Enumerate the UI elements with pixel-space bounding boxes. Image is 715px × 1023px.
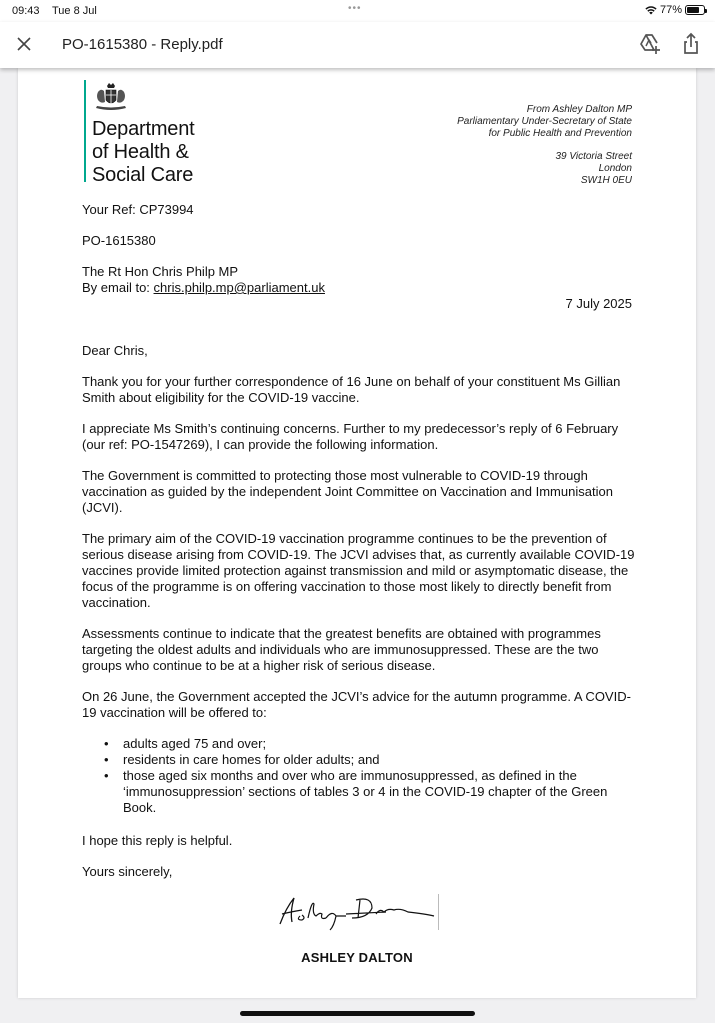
eligibility-list: [82, 736, 638, 816]
address-city: London: [598, 163, 632, 174]
address-postcode: SW1H 0EU: [580, 175, 632, 186]
recipient-email-line: [82, 280, 325, 296]
sign-off: Yours sincerely,: [82, 864, 173, 879]
sender-block: [457, 104, 632, 140]
paragraph: Thank you for your further correspondence of 16 June on behalf of your constituent Ms Gillian Smith about eligibility for the COVID-19 vaccine.: [82, 374, 621, 405]
sender-portfolio: for Public Health and Prevention: [488, 128, 632, 139]
battery-percentage: 77%: [659, 4, 682, 16]
logo-text: [92, 118, 195, 187]
battery-icon: [685, 5, 705, 15]
recipient-email-link[interactable]: chris.philp.mp@parliament.uk: [153, 280, 325, 295]
signatory-name: ASHLEY DALTON: [301, 950, 413, 965]
our-reference: PO-1615380: [82, 233, 156, 248]
logo-line-2: of Health &: [92, 141, 189, 163]
signature-divider: [438, 894, 439, 930]
recipient-block: [82, 264, 325, 296]
list-item: • residents in care homes for older adults; and: [104, 752, 380, 767]
status-indicators: [645, 4, 705, 16]
pdf-viewer-toolbar: [0, 22, 715, 68]
paragraph: The Government is committed to protecting those most vulnerable to COVID-19 through vaccination as guided by the independent Joint Committee on Vaccination and Immunisation (JCVI).: [82, 468, 613, 515]
logo-accent-bar: [84, 80, 86, 182]
closing-line: I hope this reply is helpful.: [82, 833, 233, 848]
document-title: PO-1615380 - Reply.pdf: [62, 36, 223, 53]
recipient-name: The Rt Hon Chris Philp MP: [82, 264, 239, 279]
logo-line-3: Social Care: [92, 164, 194, 186]
list-item: • adults aged 75 and over;: [104, 736, 267, 751]
email-prefix: By email to:: [82, 280, 154, 295]
share-button[interactable]: [679, 32, 703, 56]
close-icon: [14, 34, 34, 54]
logo-line-1: Department: [92, 118, 195, 140]
add-to-drive-icon: [638, 32, 662, 56]
wifi-icon: [645, 5, 657, 15]
list-item: • those aged six months and over who are immunosuppressed, as defined in the ‘immunosuppression’ sections of tables 3 or 4 in the COVID-19 chapter of the Green Book.: [104, 768, 608, 815]
status-date: Tue 8 Jul: [52, 5, 97, 17]
paragraph: Assessments continue to indicate that the greatest benefits are obtained with programmes targeting the oldest adults and individuals who are immunosuppressed. These are the two groups who continue to be at a higher risk of serious disease.: [82, 626, 601, 673]
handwritten-signature: [276, 890, 441, 932]
paragraph: I appreciate Ms Smith’s continuing concerns. Further to my predecessor’s reply of 6 February (our ref: PO-1547269), I can provide the following information.: [82, 421, 619, 452]
close-button[interactable]: [14, 34, 34, 54]
letter-date: 7 July 2025: [565, 296, 632, 311]
status-time: 09:43: [12, 5, 40, 17]
paragraph: On 26 June, the Government accepted the JCVI’s advice for the autumn programme. A COVID-19 vaccination will be offered to:: [82, 689, 631, 720]
multitasking-dots[interactable]: •••: [348, 3, 362, 14]
paragraph: The primary aim of the COVID-19 vaccination programme continues to be the prevention of serious disease arising from COVID-19. The JCVI advises that, as currently available COVID-19 vaccines provide limited protection against transmission and mild or asymptomatic disease, the focus of the programme is on offering vaccination to those most likely to directly benefit from vaccination.: [82, 531, 635, 610]
sender-address: [555, 151, 632, 187]
pdf-page: [18, 68, 696, 998]
share-icon: [679, 32, 703, 56]
sender-name: From Ashley Dalton MP: [526, 104, 632, 115]
status-bar: [0, 0, 715, 22]
sender-title: Parliamentary Under-Secretary of State: [457, 116, 632, 127]
home-indicator[interactable]: [240, 1011, 475, 1016]
salutation: Dear Chris,: [82, 343, 148, 358]
royal-coat-of-arms-icon: [92, 82, 130, 114]
add-to-drive-button[interactable]: [638, 32, 662, 56]
address-street: 39 Victoria Street: [555, 151, 632, 162]
your-reference: Your Ref: CP73994: [82, 202, 194, 217]
